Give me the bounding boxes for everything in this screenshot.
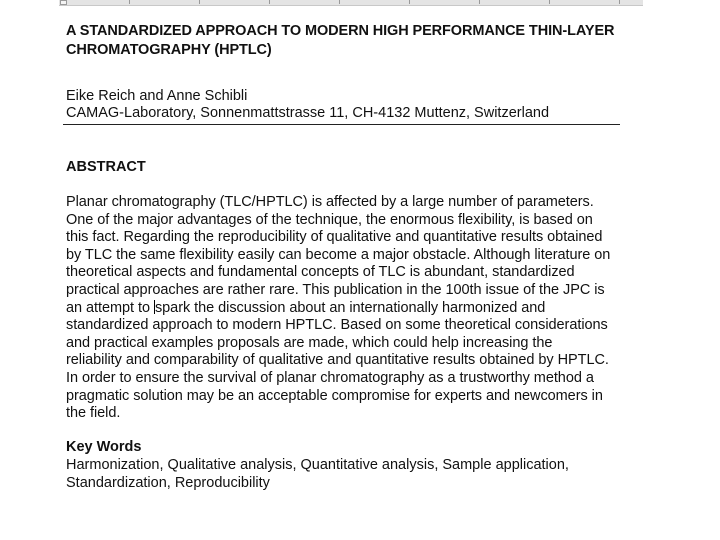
abstract-text-part-2: spark the discussion about an internationally harmonized and standardized approach to modern HPTLC. Based on some theoretical considerations and practical examples proposals are made, which could help increasing the reliability and comparability of qualitative and quantitative results obtained by HPTLC. In order to ensure the survival of planar chromatography as a trustworthy method a pragmatic solution may be an acceptable compromise for experts and newcomers in the field.: [66, 299, 609, 422]
abstract-text: [66, 194, 611, 423]
abstract-text-part-1: Planar chromatography (TLC/HPTLC) is affected by a large number of parameters. One of the major advantages of the technique, the enormous flexibility, is based on this fact. Regarding the reproducibility of qualitative and quantitative results obtained by TLC the same flexibility easily can become a major obstacle. Although literature on theoretical aspects and fundamental concepts of TLC is abundant, standardized practical approaches are rather rare. This publication in the 100th issue of the JPC is an attempt to: [66, 194, 611, 316]
horizontal-ruler[interactable]: [59, 0, 643, 6]
ruler-tick: [269, 0, 270, 4]
ruler-tick: [479, 0, 480, 4]
indent-marker[interactable]: [60, 0, 67, 5]
paper-title: A STANDARDIZED APPROACH TO MODERN HIGH PERFORMANCE THIN-LAYER CHROMATOGRAPHY (HPTLC): [66, 23, 615, 58]
keywords-text: Harmonization, Qualitative analysis, Quantitative analysis, Sample application, Standardization, Reproducibility: [66, 456, 569, 491]
ruler-tick: [129, 0, 130, 4]
document-page[interactable]: [66, 22, 626, 492]
ruler-tick: [549, 0, 550, 4]
keywords-heading: Key Words: [66, 438, 142, 455]
ruler-tick: [339, 0, 340, 4]
authors: Eike Reich and Anne Schibli: [66, 88, 248, 104]
ruler-tick: [409, 0, 410, 4]
affiliation: CAMAG-Laboratory, Sonnenmattstrasse 11, CH-4132 Muttenz, Switzerland: [63, 105, 620, 125]
abstract-heading: ABSTRACT: [66, 159, 146, 175]
ruler-tick: [199, 0, 200, 4]
ruler-tick: [619, 0, 620, 4]
